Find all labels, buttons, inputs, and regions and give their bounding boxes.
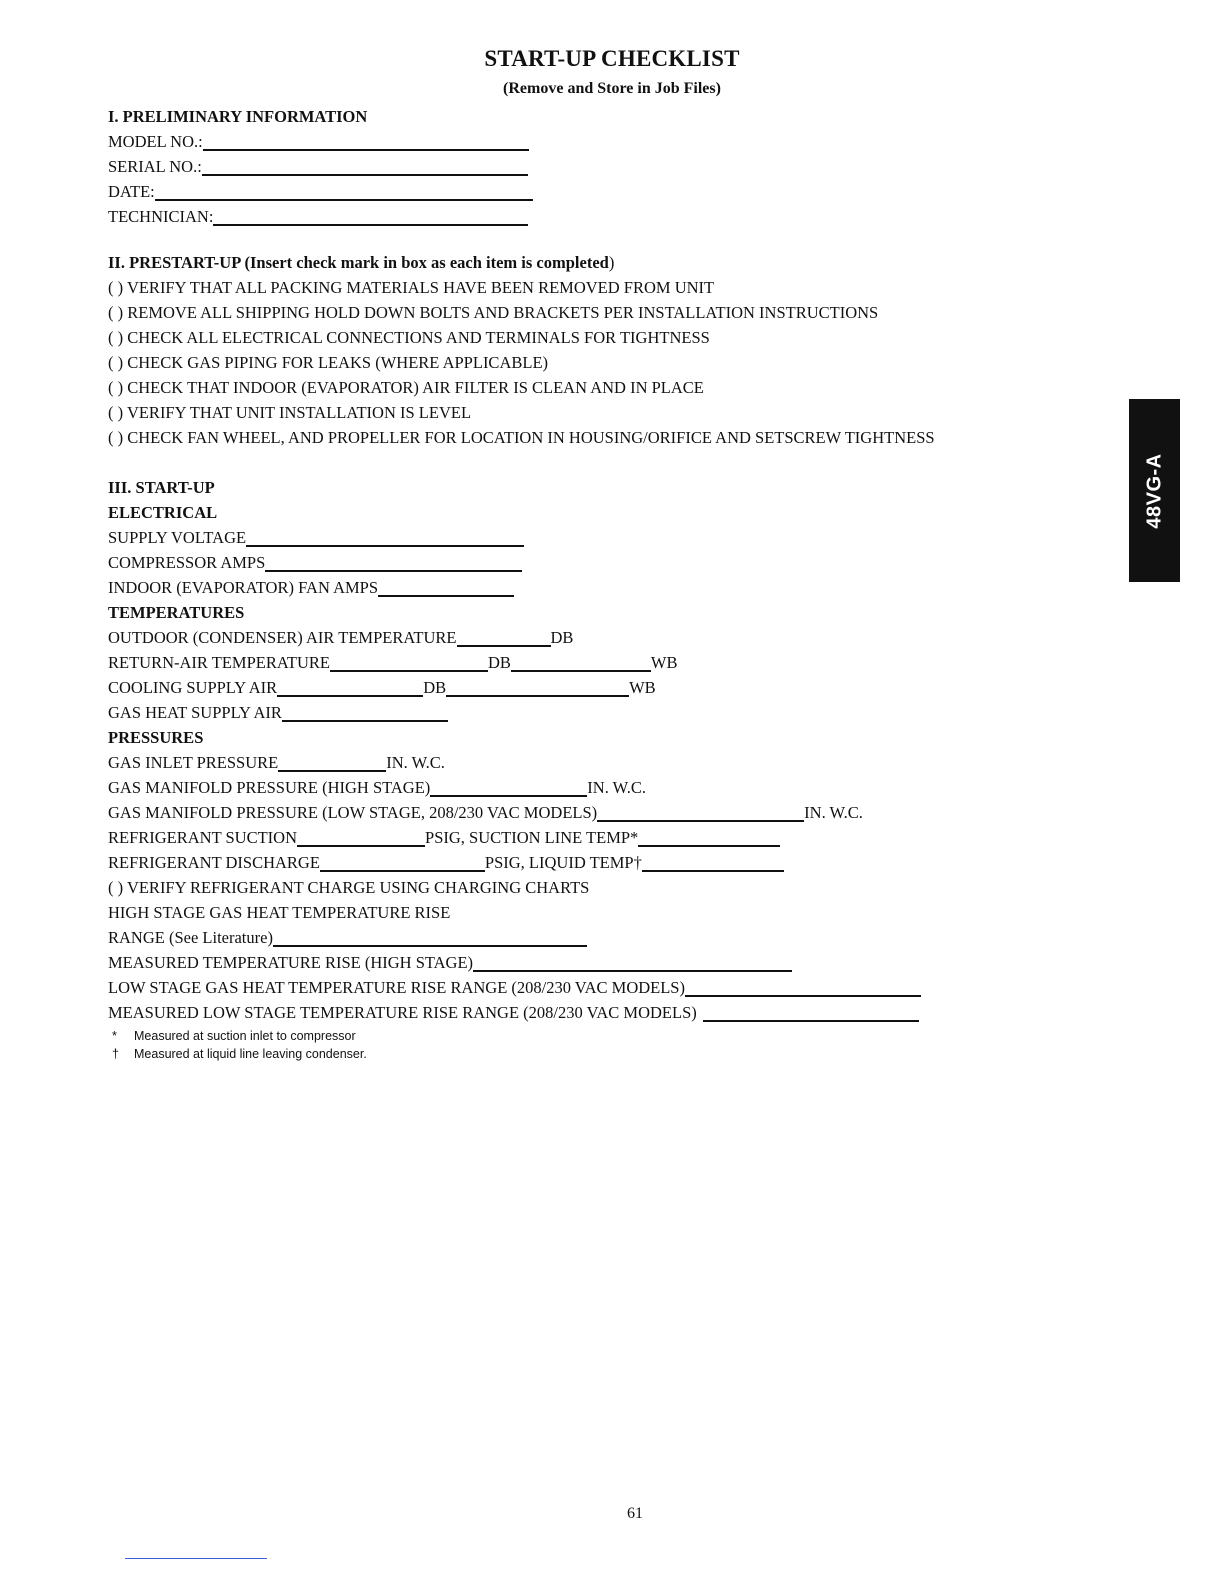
- refrigerant-suction-field[interactable]: [297, 825, 425, 847]
- range-field[interactable]: [273, 925, 587, 947]
- section-2-heading-tail: ): [608, 253, 615, 272]
- indoor-fan-amps-field[interactable]: [378, 575, 514, 597]
- technician-field[interactable]: [213, 204, 528, 226]
- section-1-heading: I. PRELIMINARY INFORMATION: [108, 107, 368, 126]
- inwc-unit: IN. W.C.: [587, 778, 646, 797]
- range-label: RANGE (See Literature): [108, 928, 273, 947]
- temperatures-heading: TEMPERATURES: [108, 603, 245, 622]
- supply-voltage-field[interactable]: [246, 525, 524, 547]
- footnote: [108, 1027, 1108, 1045]
- high-stage-rise-label: HIGH STAGE GAS HEAT TEMPERATURE RISE: [108, 903, 451, 922]
- page-number: 61: [627, 1505, 643, 1522]
- footnote-symbol: *: [112, 1029, 117, 1043]
- side-tab-label: 48VG-A: [1143, 452, 1165, 529]
- liquid-temp-label: PSIG, LIQUID TEMP†: [484, 853, 642, 872]
- gas-inlet-pressure-label: GAS INLET PRESSURE: [108, 753, 279, 772]
- measured-high-label: MEASURED TEMPERATURE RISE (HIGH STAGE): [108, 953, 474, 972]
- manifold-high-label: GAS MANIFOLD PRESSURE (HIGH STAGE): [108, 778, 431, 797]
- prestart-item[interactable]: ( ) REMOVE ALL SHIPPING HOLD DOWN BOLTS AND BRACKETS PER INSTALLATION INSTRUCTIONS: [108, 303, 879, 322]
- serial-no-field[interactable]: [202, 154, 528, 176]
- low-stage-range-label: LOW STAGE GAS HEAT TEMPERATURE RISE RANGE (208/230 VAC MODELS): [108, 978, 685, 997]
- prestart-item[interactable]: ( ) VERIFY THAT ALL PACKING MATERIALS HAVE BEEN REMOVED FROM UNIT: [108, 278, 715, 297]
- electrical-heading: ELECTRICAL: [108, 503, 218, 522]
- section-2-heading: II. PRESTART-UP (Insert check mark in box as each item is completed: [108, 253, 609, 272]
- serial-no-label: SERIAL NO.:: [108, 157, 202, 176]
- manifold-high-field[interactable]: [430, 775, 587, 797]
- manifold-low-label: GAS MANIFOLD PRESSURE (LOW STAGE, 208/230 VAC MODELS): [108, 803, 598, 822]
- date-label: DATE:: [108, 182, 155, 201]
- cooling-supply-air-label: COOLING SUPPLY AIR: [108, 678, 278, 697]
- page-title: START-UP CHECKLIST: [484, 46, 740, 71]
- footnotes: [108, 1027, 1108, 1063]
- footnote-text: Measured at suction inlet to compressor: [134, 1029, 356, 1043]
- model-no-field[interactable]: [203, 129, 529, 151]
- liquid-temp-field[interactable]: [642, 850, 784, 872]
- wb-unit: WB: [629, 678, 656, 697]
- footnote-text: Measured at liquid line leaving condenser.: [134, 1047, 367, 1061]
- gas-heat-supply-air-label: GAS HEAT SUPPLY AIR: [108, 703, 282, 722]
- section-3-heading: III. START-UP: [108, 478, 215, 497]
- refrigerant-discharge-label: REFRIGERANT DISCHARGE: [108, 853, 320, 872]
- refrigerant-suction-label: REFRIGERANT SUCTION: [108, 828, 298, 847]
- cooling-supply-db-field[interactable]: [277, 675, 423, 697]
- gas-heat-supply-air-field[interactable]: [282, 700, 448, 722]
- suction-line-temp-label: PSIG, SUCTION LINE TEMP*: [425, 828, 639, 847]
- supply-voltage-label: SUPPLY VOLTAGE: [108, 528, 247, 547]
- prestart-item[interactable]: ( ) VERIFY THAT UNIT INSTALLATION IS LEVEL: [108, 403, 472, 422]
- gas-inlet-pressure-field[interactable]: [278, 750, 386, 772]
- footnote: [108, 1045, 1108, 1063]
- db-unit: DB: [488, 653, 511, 672]
- outdoor-air-temp-label: OUTDOOR (CONDENSER) AIR TEMPERATURE: [108, 628, 457, 647]
- footnote-symbol: †: [112, 1047, 119, 1061]
- page-subtitle: (Remove and Store in Job Files): [503, 80, 721, 97]
- prestart-item[interactable]: ( ) CHECK ALL ELECTRICAL CONNECTIONS AND TERMINALS FOR TIGHTNESS: [108, 328, 710, 347]
- measured-low-field[interactable]: [703, 1000, 919, 1022]
- wb-unit: WB: [650, 653, 678, 672]
- suction-line-temp-field[interactable]: [638, 825, 780, 847]
- date-field[interactable]: [155, 179, 533, 201]
- measured-low-label: MEASURED LOW STAGE TEMPERATURE RISE RANGE (208/230 VAC MODELS): [108, 1003, 697, 1022]
- model-no-label: MODEL NO.:: [108, 132, 203, 151]
- side-tab: [1129, 399, 1180, 582]
- outdoor-air-temp-field[interactable]: [457, 625, 551, 647]
- low-stage-range-field[interactable]: [685, 975, 921, 997]
- return-air-temp-label: RETURN-AIR TEMPERATURE: [108, 653, 330, 672]
- manifold-low-field[interactable]: [597, 800, 804, 822]
- pressures-heading: PRESSURES: [108, 728, 204, 747]
- prestart-item[interactable]: ( ) CHECK GAS PIPING FOR LEAKS (WHERE APPLICABLE): [108, 353, 549, 372]
- measured-high-field[interactable]: [473, 950, 792, 972]
- prestart-item[interactable]: ( ) CHECK FAN WHEEL, AND PROPELLER FOR LOCATION IN HOUSING/ORIFICE AND SETSCREW TIGHTNESS: [108, 428, 935, 447]
- db-unit: DB: [423, 678, 447, 697]
- inwc-unit: IN. W.C.: [804, 803, 863, 822]
- verify-charge-item[interactable]: ( ) VERIFY REFRIGERANT CHARGE USING CHARGING CHARTS: [108, 878, 590, 897]
- cooling-supply-wb-field[interactable]: [446, 675, 629, 697]
- return-air-wb-field[interactable]: [511, 650, 651, 672]
- compressor-amps-field[interactable]: [265, 550, 522, 572]
- refrigerant-discharge-field[interactable]: [320, 850, 485, 872]
- bottom-rule: [125, 1558, 267, 1559]
- return-air-db-field[interactable]: [330, 650, 488, 672]
- db-unit: DB: [550, 628, 574, 647]
- indoor-fan-amps-label: INDOOR (EVAPORATOR) FAN AMPS: [108, 578, 379, 597]
- prestart-item[interactable]: ( ) CHECK THAT INDOOR (EVAPORATOR) AIR FILTER IS CLEAN AND IN PLACE: [108, 378, 704, 397]
- compressor-amps-label: COMPRESSOR AMPS: [108, 553, 266, 572]
- technician-label: TECHNICIAN:: [108, 207, 214, 226]
- checklist-form: [108, 104, 1108, 1063]
- inwc-unit: IN. W.C.: [386, 753, 445, 772]
